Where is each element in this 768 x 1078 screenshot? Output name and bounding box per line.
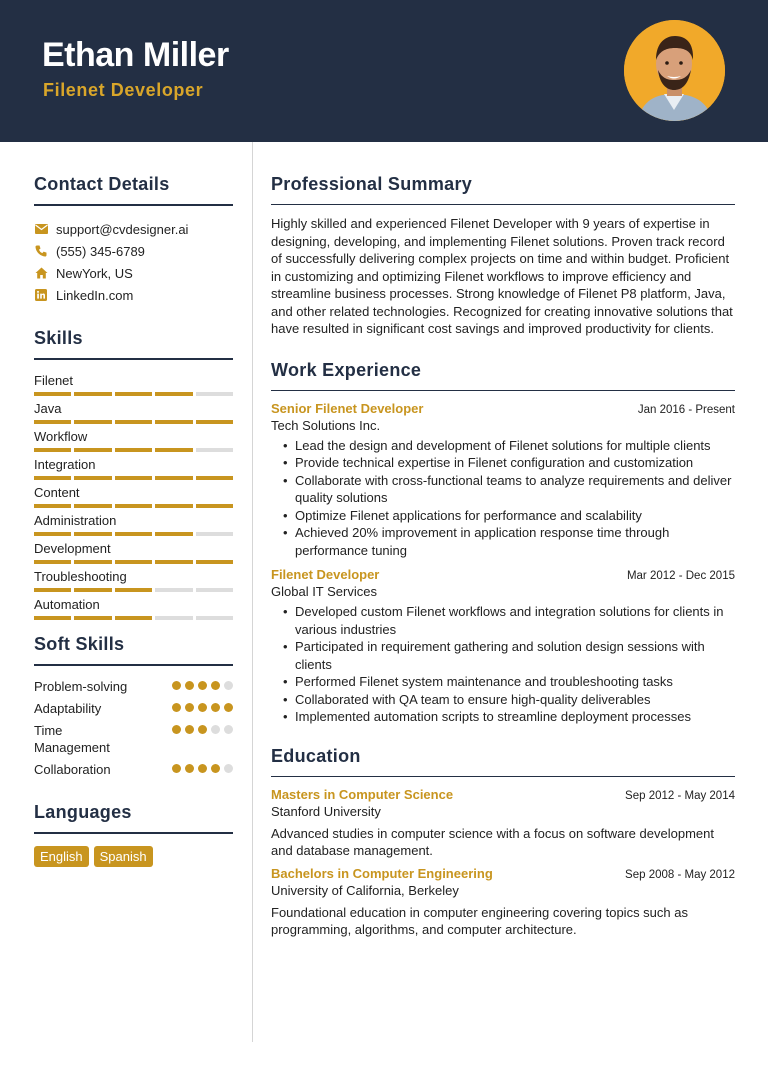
skill-level-segment [196, 560, 233, 564]
job-bullet: • Collaborated with QA team to ensure high-quality deliverables [283, 691, 735, 709]
rating-dot [198, 703, 207, 712]
rating-dot [224, 764, 233, 773]
skill-item [34, 512, 233, 536]
rating-dot [172, 764, 181, 773]
job-dates: Jan 2016 - Present [637, 403, 735, 416]
rating-dot [224, 725, 233, 734]
skill-level-segment [155, 588, 192, 592]
job-bullets [271, 437, 735, 560]
soft-skill-name: Collaboration [34, 762, 111, 777]
languages-section [34, 802, 233, 867]
skill-level-bar [34, 448, 233, 452]
job-bullet: • Lead the design and development of Filenet solutions for multiple clients [283, 437, 735, 455]
skill-level-segment [115, 504, 152, 508]
experience-section [271, 360, 735, 726]
skill-level-bar [34, 588, 233, 592]
skill-item [34, 568, 233, 592]
soft-skill-name: Time Management [34, 723, 110, 755]
rating-dot [185, 725, 194, 734]
job-bullet: • Developed custom Filenet workflows and integration solutions for clients in various industries [283, 603, 735, 638]
skill-level-bar [34, 476, 233, 480]
skill-level-segment [155, 392, 192, 396]
rating-dot [224, 681, 233, 690]
job-bullet: • Performed Filenet system maintenance and troubleshooting tasks [283, 673, 735, 691]
skill-level-segment [74, 532, 111, 536]
skill-level-segment [155, 504, 192, 508]
skill-level-segment [196, 616, 233, 620]
skill-level-bar [34, 560, 233, 564]
contact-heading: Contact Details [34, 174, 233, 206]
skill-name: Workflow [34, 429, 88, 444]
languages-list [34, 846, 233, 867]
contact-linkedin[interactable] [34, 284, 233, 306]
soft-skills-list [34, 678, 233, 778]
skill-level-bar [34, 504, 233, 508]
job-bullet: • Achieved 20% improvement in application response time through performance tuning [283, 524, 735, 559]
skill-level-segment [155, 420, 192, 424]
skill-level-segment [196, 420, 233, 424]
skill-level-segment [74, 616, 111, 620]
education-dates: Sep 2012 - May 2014 [625, 789, 735, 802]
soft-skill-name: Adaptability [34, 701, 102, 716]
skill-level-segment [34, 392, 71, 396]
skill-name: Filenet [34, 373, 74, 388]
skill-name: Java [34, 401, 62, 416]
language-tag: English [34, 846, 89, 867]
education-description: Advanced studies in computer science with a focus on software development and database management. [271, 825, 714, 858]
education-entry [271, 866, 735, 939]
job-entry [271, 401, 735, 560]
skill-item [34, 456, 233, 480]
soft-skill-rating [172, 678, 233, 690]
soft-skill-item [34, 700, 233, 717]
contact-location [34, 262, 233, 284]
skill-item [34, 540, 233, 564]
job-company: Tech Solutions Inc. [271, 417, 381, 433]
soft-skill-item [34, 678, 233, 695]
skill-level-segment [155, 448, 192, 452]
job-bullet: • Provide technical expertise in Filenet configuration and customization [283, 454, 735, 472]
skill-level-segment [34, 448, 71, 452]
job-bullets [271, 603, 735, 726]
soft-skills-section [34, 634, 233, 778]
rating-dot [172, 703, 181, 712]
education-entry [271, 787, 735, 860]
skill-level-segment [115, 420, 152, 424]
skill-level-segment [74, 448, 111, 452]
skill-level-segment [155, 560, 192, 564]
summary-text: Highly skilled and experienced Filenet Developer with 9 years of expertise in designing, developing, and implementing Filenet solutions. Proven track record of successfully delivering complex projects on time and within budget. Proficient in customizing and optimizing Filenet workflows to improve efficiency and streamline business processes. Strong knowledge of Filenet P8 platform, Java, and other related technologies. Recognized for creating innovative solutions that have resulted in significant cost savings and improved productivity for clients. [271, 216, 733, 336]
soft-skill-item [34, 722, 233, 756]
rating-dot [211, 681, 220, 690]
skill-item [34, 596, 233, 620]
job-entry [271, 567, 735, 726]
rating-dot [211, 764, 220, 773]
rating-dot [198, 725, 207, 734]
home-icon [34, 266, 48, 280]
skills-section [34, 328, 233, 620]
job-company: Global IT Services [271, 584, 377, 599]
skill-item [34, 400, 233, 424]
contact-phone-text: (555) 345-6789 [56, 243, 145, 259]
rating-dot [211, 703, 220, 712]
skill-level-segment [115, 392, 152, 396]
skills-list [34, 372, 233, 620]
contact-email-text: support@cvdesigner.ai [56, 221, 189, 237]
rating-dot [185, 681, 194, 690]
education-dates: Sep 2008 - May 2012 [625, 868, 735, 881]
skill-item [34, 484, 233, 508]
skill-level-segment [196, 448, 233, 452]
candidate-title: Filenet Developer [43, 80, 204, 100]
skill-name: Integration [34, 457, 96, 472]
soft-skill-rating [172, 700, 233, 712]
skill-name: Content [34, 485, 80, 500]
skill-name: Automation [34, 597, 100, 612]
skill-level-segment [34, 504, 71, 508]
rating-dot [172, 681, 181, 690]
contact-location-text: NewYork, US [56, 265, 133, 281]
skill-level-segment [115, 616, 152, 620]
education-school: University of California, Berkeley [271, 882, 459, 898]
skill-level-segment [196, 476, 233, 480]
job-role: Filenet Developer [271, 567, 380, 582]
skill-level-bar [34, 532, 233, 536]
skill-level-segment [34, 420, 71, 424]
skill-level-segment [34, 532, 71, 536]
skill-level-segment [34, 560, 71, 564]
skill-level-segment [196, 588, 233, 592]
education-heading: Education [271, 746, 735, 777]
rating-dot [198, 764, 207, 773]
skill-level-segment [115, 588, 152, 592]
rating-dot [172, 725, 181, 734]
skill-level-segment [74, 504, 111, 508]
skill-level-segment [74, 420, 111, 424]
job-bullet: • Implemented automation scripts to streamline deployment processes [283, 708, 735, 726]
soft-skills-heading: Soft Skills [34, 634, 233, 666]
skill-level-bar [34, 392, 233, 396]
skill-level-segment [115, 532, 152, 536]
job-role: Senior Filenet Developer [271, 400, 424, 416]
column-divider [252, 142, 253, 1042]
skill-name: Development [34, 541, 111, 556]
resume-header [0, 0, 768, 142]
contact-phone[interactable] [34, 240, 233, 262]
skill-level-bar [34, 420, 233, 424]
soft-skill-rating [172, 761, 233, 773]
skill-name: Administration [34, 513, 117, 528]
skills-heading: Skills [34, 328, 233, 360]
skill-level-segment [115, 476, 152, 480]
skill-level-segment [196, 532, 233, 536]
profile-photo [624, 20, 725, 121]
envelope-icon [34, 222, 48, 236]
skill-level-bar [34, 616, 233, 620]
summary-heading: Professional Summary [271, 174, 735, 205]
education-school: Stanford University [271, 803, 381, 819]
skill-level-segment [74, 560, 111, 564]
experience-heading: Work Experience [271, 360, 735, 391]
skill-item [34, 372, 233, 396]
education-description: Foundational education in computer engineering covering topics such as programming, algorithms, and computer architecture. [271, 904, 688, 937]
job-dates: Mar 2012 - Dec 2015 [626, 570, 735, 582]
skill-level-segment [155, 476, 192, 480]
skill-level-segment [34, 476, 71, 480]
soft-skill-name: Problem-solving [34, 679, 128, 694]
skill-level-segment [115, 448, 152, 452]
education-degree: Bachelors in Computer Engineering [271, 865, 493, 881]
skill-level-segment [74, 476, 111, 480]
languages-heading: Languages [34, 802, 233, 834]
education-degree: Masters in Computer Science [271, 786, 454, 802]
phone-icon [34, 244, 48, 258]
job-bullet: • Participated in requirement gathering and solution design sessions with clients [283, 638, 735, 673]
skill-level-segment [34, 588, 71, 592]
rating-dot [185, 703, 194, 712]
skill-level-segment [155, 532, 192, 536]
contact-email[interactable] [34, 218, 233, 240]
skill-level-segment [34, 616, 71, 620]
soft-skill-item [34, 761, 233, 778]
candidate-name: Ethan Miller [42, 36, 229, 74]
linkedin-icon [34, 288, 48, 302]
skill-level-segment [196, 392, 233, 396]
right-column [271, 174, 735, 945]
soft-skill-rating [172, 722, 233, 734]
skill-level-segment [155, 616, 192, 620]
contact-section [34, 174, 233, 306]
contact-linkedin-text: LinkedIn.com [56, 287, 134, 303]
summary-section [271, 174, 735, 338]
skill-level-segment [74, 588, 111, 592]
rating-dot [224, 703, 233, 712]
skill-level-segment [196, 504, 233, 508]
job-bullet: • Collaborate with cross-functional teams to analyze requirements and deliver quality solutions [283, 472, 735, 507]
left-column [34, 174, 233, 867]
skill-level-segment [115, 560, 152, 564]
rating-dot [185, 764, 194, 773]
skill-level-segment [74, 392, 111, 396]
job-bullet: • Optimize Filenet applications for performance and scalability [283, 507, 735, 525]
skill-name: Troubleshooting [34, 569, 127, 584]
language-tag: Spanish [94, 846, 153, 867]
rating-dot [211, 725, 220, 734]
rating-dot [198, 681, 207, 690]
education-section [271, 746, 735, 939]
skill-item [34, 428, 233, 452]
